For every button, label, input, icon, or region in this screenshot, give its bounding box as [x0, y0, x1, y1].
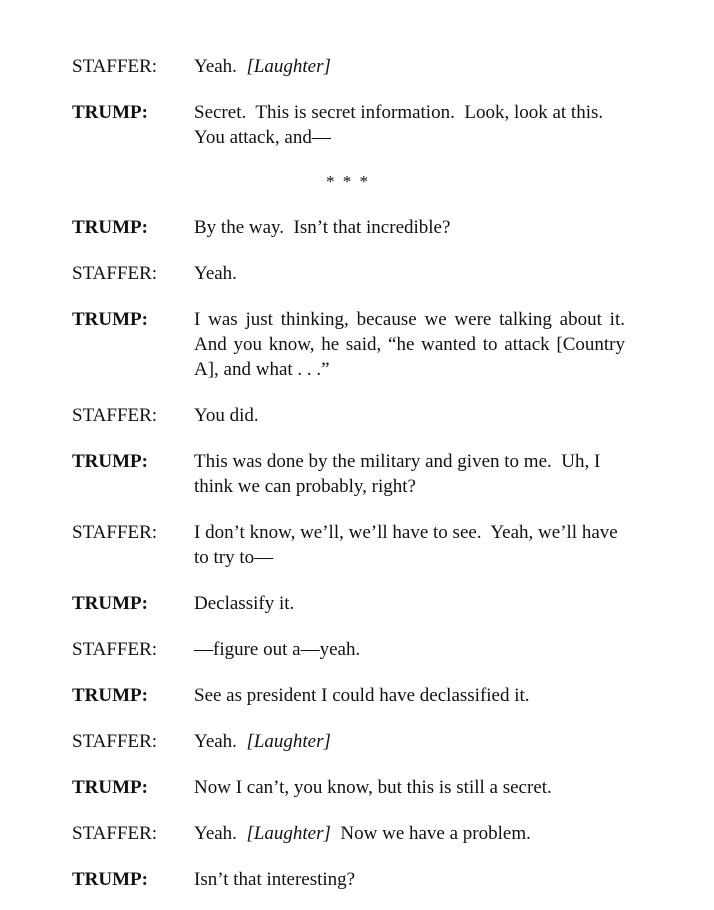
transcript-turn [72, 307, 714, 382]
dialogue-segment: This was done by the military and given to me. Uh, I think we can probably, right? [194, 451, 606, 497]
speaker-label [72, 100, 194, 150]
speaker-name: STAFFER [72, 522, 152, 543]
speaker-name: STAFFER [72, 263, 152, 284]
speaker-colon: : [151, 522, 158, 543]
dialogue-text [194, 591, 625, 616]
transcript-turn [72, 683, 714, 708]
dialogue-segment: Declassify it. [194, 593, 295, 614]
dialogue-segment: I was just thinking, because we were talking about it. And you know, he said, “he wanted to attack [Country A], and what . . .” [194, 309, 635, 380]
dialogue-text [194, 261, 625, 286]
speaker-name: STAFFER [72, 405, 152, 426]
speaker-colon: : [151, 263, 158, 284]
transcript-turn [72, 100, 714, 150]
speaker-label [72, 403, 194, 428]
speaker-label [72, 261, 194, 286]
transcript-turn [72, 867, 714, 892]
speaker-colon: : [141, 102, 148, 123]
transcript [72, 54, 714, 892]
dialogue-text [194, 683, 625, 708]
dialogue-segment: —figure out a—yeah. [194, 639, 361, 660]
speaker-name: TRUMP [72, 309, 142, 330]
speaker-colon: : [151, 405, 158, 426]
speaker-label [72, 637, 194, 662]
speaker-name: TRUMP [72, 685, 142, 706]
dialogue-text [194, 100, 625, 150]
speaker-name: TRUMP [72, 102, 142, 123]
dialogue-text [194, 775, 625, 800]
transcript-turn [72, 403, 714, 428]
dialogue-segment: Secret. This is secret information. Look, look at this. You attack, and— [194, 102, 612, 148]
stage-direction: [Laughter] [246, 731, 331, 752]
dialogue-segment: See as president I could have declassified it. [194, 685, 530, 706]
section-separator: * * * [326, 172, 370, 191]
speaker-name: TRUMP [72, 593, 142, 614]
speaker-name: TRUMP [72, 451, 142, 472]
speaker-label [72, 821, 194, 846]
dialogue-text [194, 821, 625, 846]
dialogue-text [194, 54, 625, 79]
transcript-turn [72, 637, 714, 662]
speaker-label [72, 683, 194, 708]
speaker-label [72, 215, 194, 240]
speaker-label [72, 307, 194, 382]
speaker-colon: : [141, 309, 148, 330]
speaker-name: STAFFER [72, 731, 152, 752]
speaker-name: STAFFER [72, 823, 152, 844]
speaker-name: STAFFER [72, 56, 152, 77]
speaker-name: TRUMP [72, 777, 142, 798]
dialogue-segment: Now we have a problem. [330, 823, 531, 844]
transcript-turn [72, 775, 714, 800]
speaker-colon: : [141, 451, 148, 472]
dialogue-segment: Yeah. [194, 731, 247, 752]
speaker-label [72, 449, 194, 499]
speaker-colon: : [151, 731, 158, 752]
speaker-name: TRUMP [72, 217, 142, 238]
stage-direction: [Laughter] [246, 823, 331, 844]
transcript-turn [72, 591, 714, 616]
dialogue-text [194, 520, 625, 570]
transcript-turn [72, 215, 714, 240]
dialogue-segment: Now I can’t, you know, but this is still a secret. [194, 777, 552, 798]
dialogue-segment: Yeah. [194, 56, 247, 77]
dialogue-text [194, 403, 625, 428]
transcript-turn [72, 821, 714, 846]
dialogue-segment: I don’t know, we’ll, we’ll have to see. Yeah, we’ll have to try to— [194, 522, 623, 568]
dialogue-text [194, 449, 625, 499]
transcript-turn [72, 729, 714, 754]
speaker-label [72, 867, 194, 892]
dialogue-segment: Yeah. [194, 263, 237, 284]
dialogue-text [194, 307, 635, 382]
speaker-name: TRUMP [72, 869, 142, 890]
transcript-turn [72, 449, 714, 499]
dialogue-segment: Yeah. [194, 823, 247, 844]
speaker-colon: : [141, 685, 148, 706]
dialogue-text [194, 867, 625, 892]
speaker-colon: : [141, 593, 148, 614]
speaker-label [72, 729, 194, 754]
transcript-turn [72, 54, 714, 79]
dialogue-segment: You did. [194, 405, 259, 426]
speaker-colon: : [141, 869, 148, 890]
transcript-turn [72, 261, 714, 286]
dialogue-text [194, 729, 625, 754]
transcript-turn [72, 520, 714, 570]
speaker-label [72, 54, 194, 79]
speaker-label [72, 775, 194, 800]
speaker-colon: : [141, 777, 148, 798]
dialogue-segment: By the way. Isn’t that incredible? [194, 217, 451, 238]
speaker-colon: : [151, 56, 158, 77]
dialogue-segment: Isn’t that interesting? [194, 869, 356, 890]
speaker-colon: : [141, 217, 148, 238]
speaker-label [72, 591, 194, 616]
dialogue-text [194, 215, 625, 240]
speaker-colon: : [151, 639, 158, 660]
speaker-colon: : [151, 823, 158, 844]
dialogue-text [194, 637, 625, 662]
speaker-label [72, 520, 194, 570]
speaker-name: STAFFER [72, 639, 152, 660]
stage-direction: [Laughter] [246, 56, 331, 77]
